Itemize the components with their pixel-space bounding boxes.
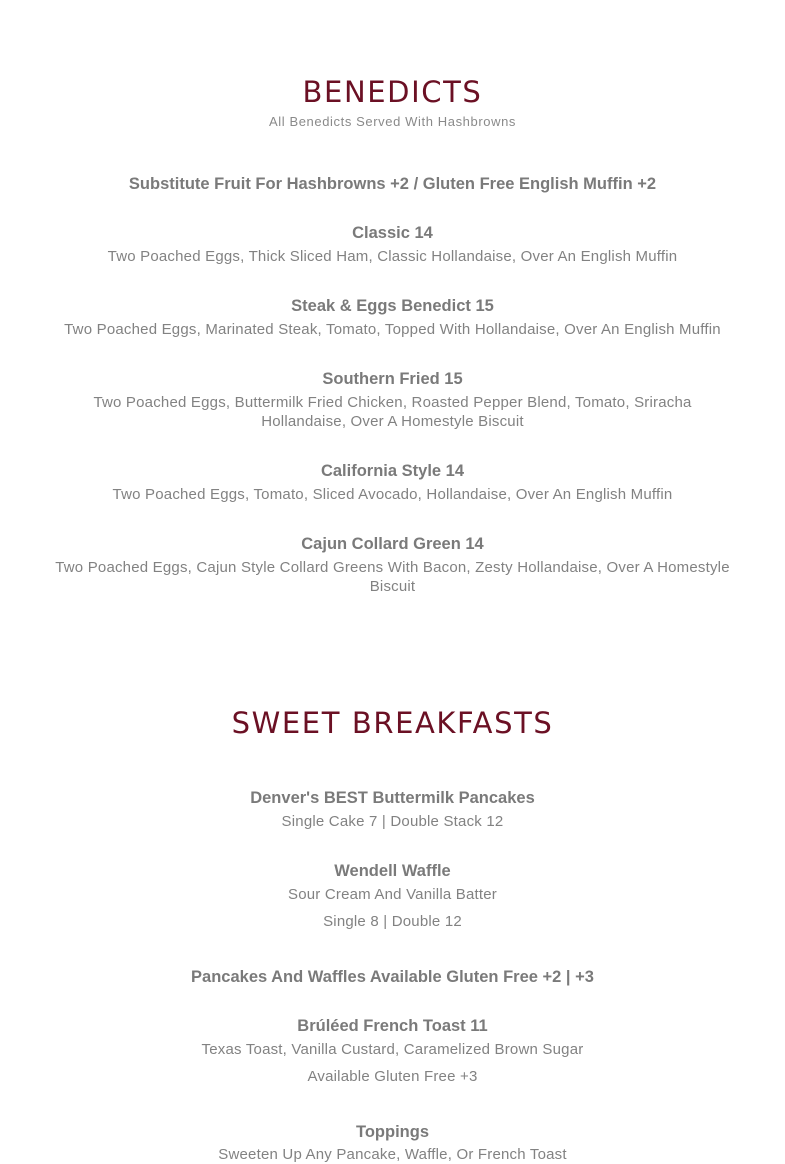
gluten-free-note: Pancakes And Waffles Available Gluten Free +2 | +3 xyxy=(191,968,594,986)
benedicts-subtitle: All Benedicts Served With Hashbrowns xyxy=(268,114,517,129)
item-steak-eggs-desc: Two Poached Eggs, Marinated Steak, Tomato, Topped With Hollandaise, Over An English Muffin xyxy=(64,321,721,338)
sweet-breakfasts-title: SWEET BREAKFASTS xyxy=(231,706,554,740)
item-waffle-desc: Sour Cream And Vanilla Batter xyxy=(288,886,497,903)
item-california-name: California Style 14 xyxy=(320,462,465,480)
item-cajun-name: Cajun Collard Green 14 xyxy=(301,535,484,553)
item-pancakes-desc: Single Cake 7 | Double Stack 12 xyxy=(281,813,504,830)
item-french-toast-name: Brúléed French Toast 11 xyxy=(297,1017,488,1035)
item-waffle-name: Wendell Waffle xyxy=(334,862,451,880)
item-classic-name: Classic 14 xyxy=(352,224,433,242)
item-southern-fried-name: Southern Fried 15 xyxy=(322,370,463,388)
item-toppings-name: Toppings xyxy=(355,1123,429,1141)
item-classic-desc: Two Poached Eggs, Thick Sliced Ham, Classic Hollandaise, Over An English Muffin xyxy=(107,248,678,265)
item-toppings-desc: Sweeten Up Any Pancake, Waffle, Or French Toast xyxy=(218,1146,567,1163)
benedicts-title: BENEDICTS xyxy=(302,75,483,109)
item-french-toast-note: Available Gluten Free +3 xyxy=(307,1068,478,1085)
item-french-toast-desc: Texas Toast, Vanilla Custard, Caramelized Brown Sugar xyxy=(201,1041,584,1058)
substitution-note: Substitute Fruit For Hashbrowns +2 / Gluten Free English Muffin +2 xyxy=(128,175,657,193)
item-california-desc: Two Poached Eggs, Tomato, Sliced Avocado, Hollandaise, Over An English Muffin xyxy=(112,486,673,503)
item-waffle-price: Single 8 | Double 12 xyxy=(323,913,462,930)
item-pancakes-name: Denver's BEST Buttermilk Pancakes xyxy=(250,789,535,807)
item-steak-eggs-name: Steak & Eggs Benedict 15 xyxy=(291,297,494,315)
item-cajun-desc: Two Poached Eggs, Cajun Style Collard Greens With Bacon, Zesty Hollandaise, Over A Homestyle Biscuit xyxy=(55,559,730,595)
item-southern-fried-desc: Two Poached Eggs, Buttermilk Fried Chicken, Roasted Pepper Blend, Tomato, Sriracha Hollandaise, Over A Homestyle Biscuit xyxy=(93,394,692,430)
